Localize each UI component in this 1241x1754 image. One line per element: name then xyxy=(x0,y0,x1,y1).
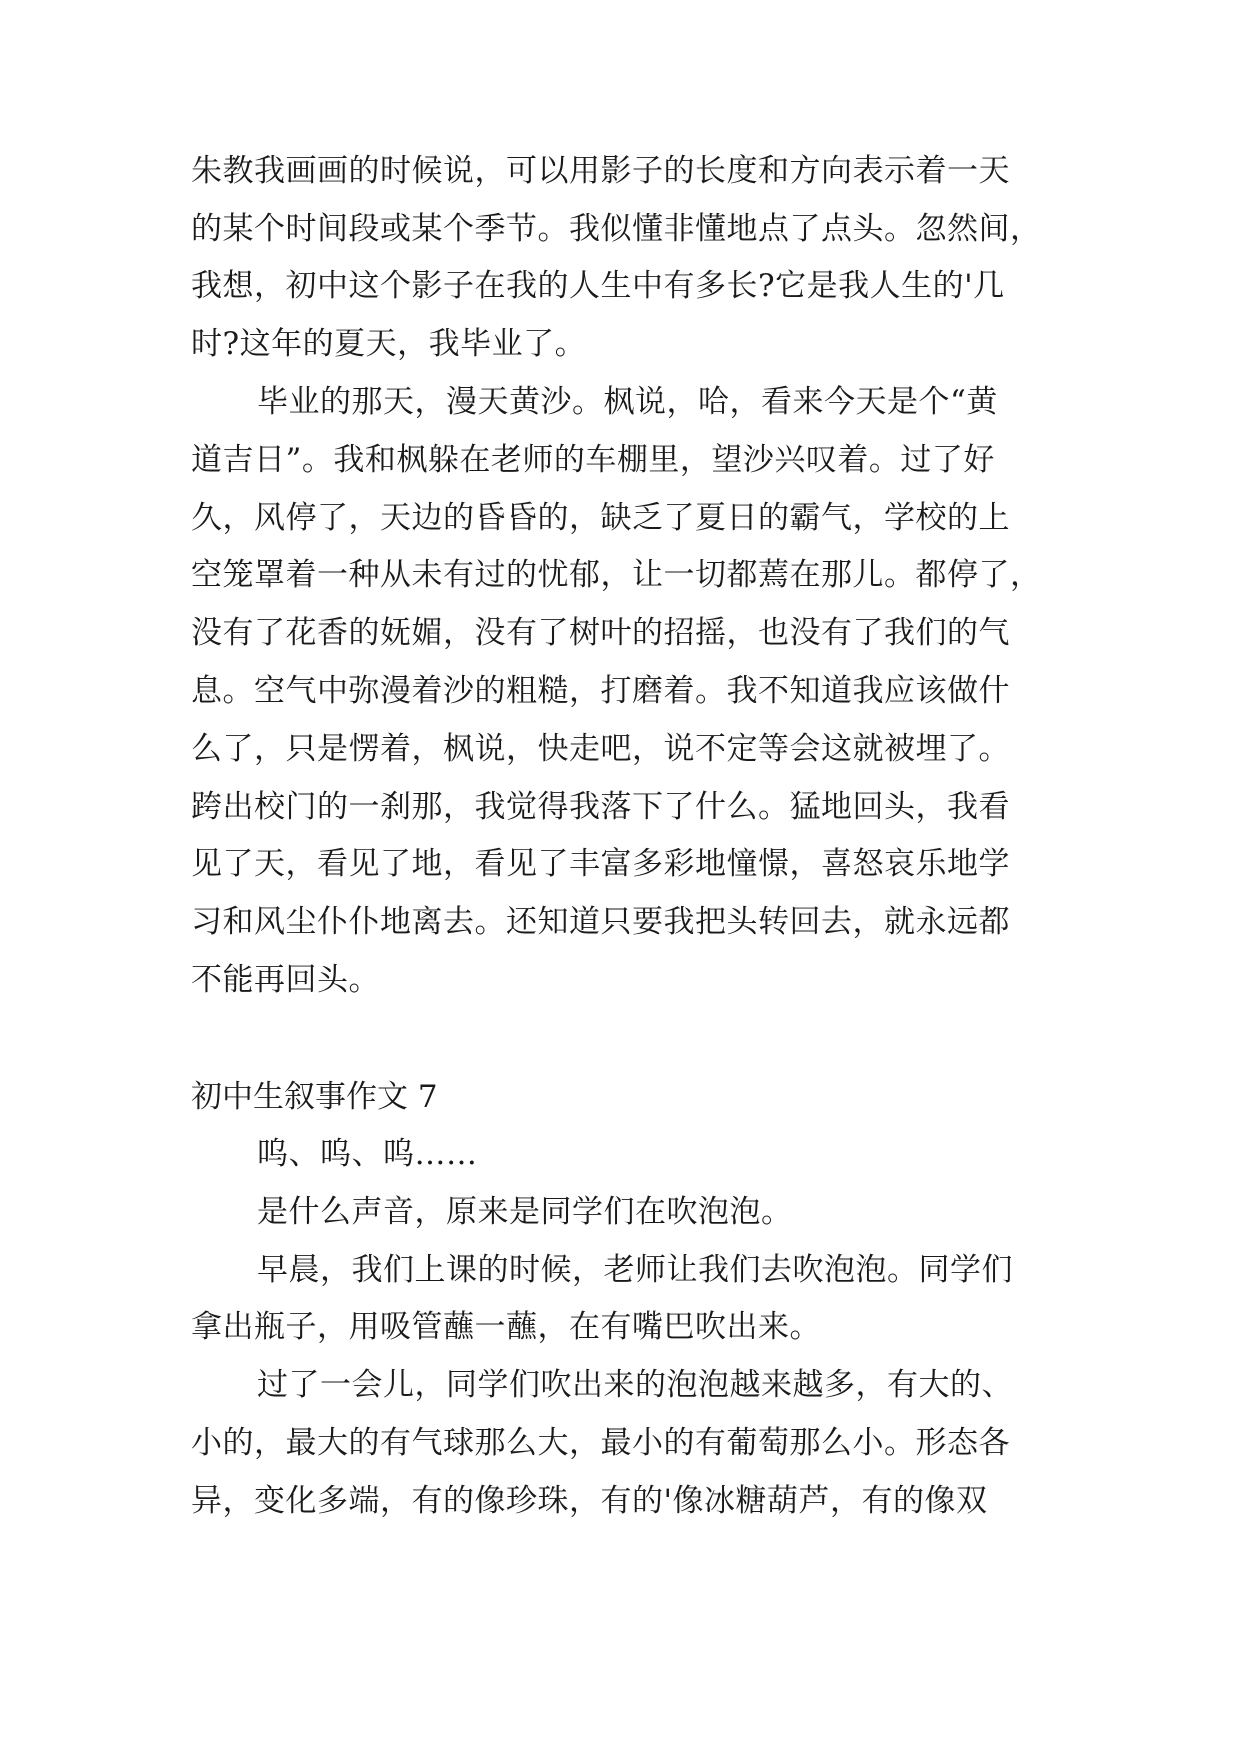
body-text-line: 小的，最大的有气球那么大，最小的有葡萄那么小。形态各 xyxy=(191,1425,1010,1461)
body-text-line: 的某个时间段或某个季节。我似懂非懂地点了点头。忽然间， xyxy=(191,211,1042,247)
paragraph-first-line: 毕业的那天，漫天黄沙。枫说，哈，看来今天是个“黄 xyxy=(257,384,998,420)
body-text-line: 久，风停了，天边的昏昏的，缺乏了夏日的霸气，学校的上 xyxy=(191,500,1010,536)
body-text-line: 跨出校门的一刹那，我觉得我落下了什么。猛地回头，我看 xyxy=(191,789,1010,825)
body-text-line: 空笼罩着一种从未有过的忧郁，让一切都蔫在那儿。都停了， xyxy=(191,557,1042,593)
body-text-line: 异，变化多端，有的像珍珠，有的'像冰糖葫芦，有的像双 xyxy=(191,1483,988,1519)
paragraph-first-line: 呜、呜、呜…… xyxy=(257,1136,478,1172)
body-text-line: 时?这年的夏天，我毕业了。 xyxy=(191,326,587,362)
paragraph-first-line: 是什么声音，原来是同学们在吹泡泡。 xyxy=(257,1194,793,1230)
body-text-line: 息。空气中弥漫着沙的粗糙，打磨着。我不知道我应该做什 xyxy=(191,673,1010,709)
section-heading: 初中生叙事作文 7 xyxy=(191,1079,438,1115)
body-text-line: 我想，初中这个影子在我的人生中有多长?它是我人生的'几 xyxy=(191,268,1005,304)
body-text-line: 不能再回头。 xyxy=(191,962,380,998)
body-text-line: 道吉日”。我和枫躲在老师的车棚里，望沙兴叹着。过了好 xyxy=(191,442,995,478)
body-text-line: 见了天，看见了地，看见了丰富多彩地憧憬，喜怒哀乐地学 xyxy=(191,846,1010,882)
body-text-line: 习和风尘仆仆地离去。还知道只要我把头转回去，就永远都 xyxy=(191,904,1010,940)
paragraph-first-line: 过了一会儿，同学们吹出来的泡泡越来越多，有大的、 xyxy=(257,1367,1013,1403)
paragraph-first-line: 早晨，我们上课的时候，老师让我们去吹泡泡。同学们 xyxy=(257,1252,1013,1288)
body-text-line: 拿出瓶子，用吸管蘸一蘸，在有嘴巴吹出来。 xyxy=(191,1309,821,1345)
body-text-line: 朱教我画画的时候说，可以用影子的长度和方向表示着一天 xyxy=(191,153,1010,189)
body-text-line: 没有了花香的妩媚，没有了树叶的招摇，也没有了我们的气 xyxy=(191,615,1010,651)
body-text-line: 么了，只是愣着，枫说，快走吧，说不定等会这就被埋了。 xyxy=(191,731,1010,767)
